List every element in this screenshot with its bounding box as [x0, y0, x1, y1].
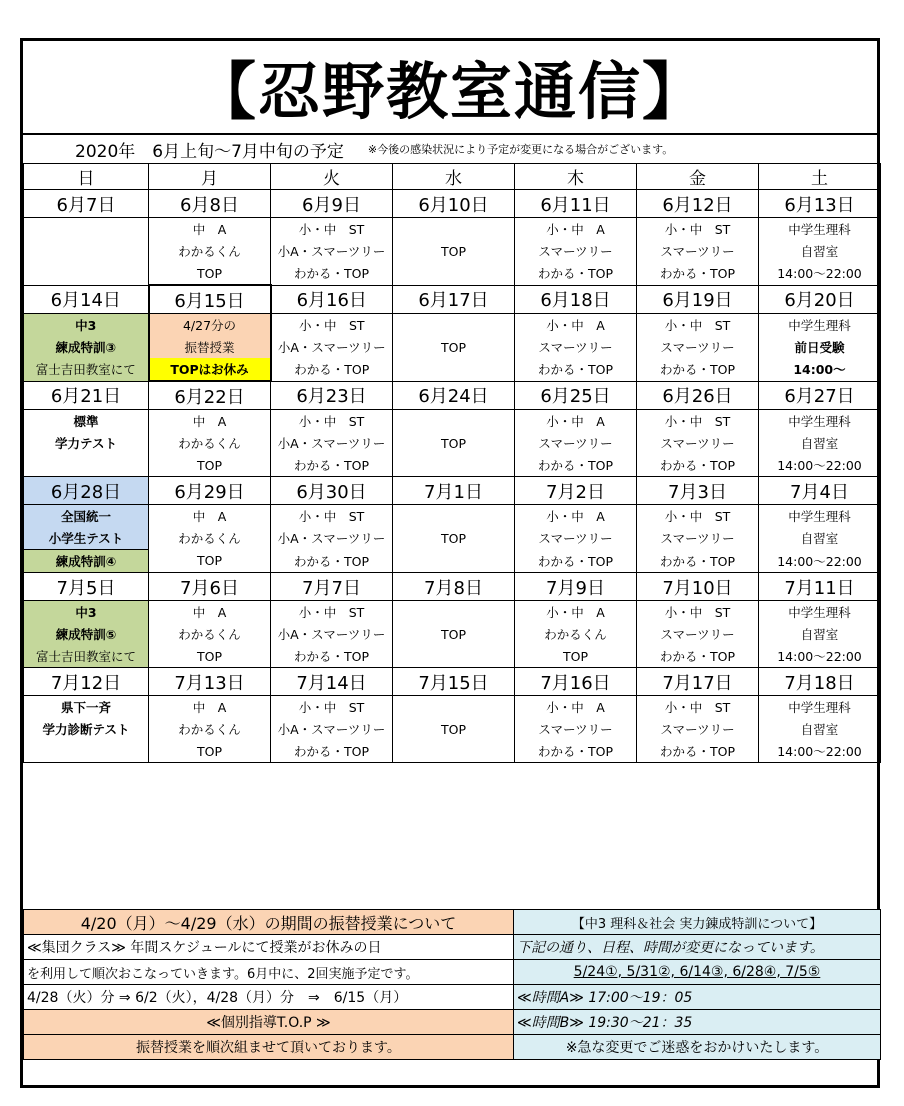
date-cell: 6月22日 — [149, 381, 271, 410]
event-cell: 14:00～22:00 — [759, 454, 881, 477]
event-cell: 小・中 A — [515, 696, 637, 719]
event-cell: 14:00～22:00 — [759, 262, 881, 285]
event-cell: 中学生理科 — [759, 218, 881, 241]
event-cell: 小A・スマーツリー — [271, 527, 393, 550]
event-cell: 中学生理科 — [759, 601, 881, 624]
weekday-sat: 土 — [759, 164, 881, 190]
date-cell: 6月20日 — [759, 285, 881, 314]
event-cell: 県下一斉 — [24, 696, 149, 719]
date-cell: 7月6日 — [149, 573, 271, 601]
event-cell: わかる・TOP — [271, 645, 393, 668]
event-cell: わかる・TOP — [637, 740, 759, 763]
date-cell: 6月19日 — [637, 285, 759, 314]
date-cell: 6月30日 — [271, 477, 393, 505]
event-cell: TOP — [149, 454, 271, 477]
event-cell: スマーツリー — [637, 718, 759, 740]
makeup-class-heading: 4/20（月）～4/29（水）の期間の振替授業について — [24, 910, 514, 935]
date-cell: 6月13日 — [759, 190, 881, 218]
event-cell: スマーツリー — [515, 527, 637, 550]
event-cell: 小・中 A — [515, 601, 637, 624]
date-row — [24, 285, 881, 314]
event-cell: 小A・スマーツリー — [271, 240, 393, 262]
event-cell: TOP — [393, 218, 515, 286]
event-cell: 自習室 — [759, 527, 881, 550]
event-cell: TOPはお休み — [149, 358, 271, 381]
training-apology: ※急な変更でご迷惑をおかけいたします。 — [514, 1035, 881, 1060]
event-cell: 小・中 ST — [271, 601, 393, 624]
event-cell: 中 A — [149, 410, 271, 433]
weekday-thu: 木 — [515, 164, 637, 190]
event-cell: 小A・スマーツリー — [271, 718, 393, 740]
event-cell — [24, 262, 149, 285]
event-cell: スマーツリー — [637, 336, 759, 358]
event-cell: スマーツリー — [515, 718, 637, 740]
date-cell: 7月18日 — [759, 668, 881, 696]
event-cell: わかる・TOP — [515, 550, 637, 573]
date-row — [24, 668, 881, 696]
date-cell: 6月27日 — [759, 381, 881, 410]
event-cell — [24, 454, 149, 477]
event-cell: 中学生理科 — [759, 696, 881, 719]
event-cell: 小・中 ST — [271, 218, 393, 241]
date-cell: 6月29日 — [149, 477, 271, 505]
date-cell: 7月9日 — [515, 573, 637, 601]
event-cell: 小A・スマーツリー — [271, 432, 393, 454]
date-cell: 6月15日 — [149, 285, 271, 314]
event-cell: 14:00～22:00 — [759, 740, 881, 763]
event-cell: TOP — [515, 645, 637, 668]
event-cell: 小・中 ST — [637, 314, 759, 337]
date-cell: 7月13日 — [149, 668, 271, 696]
date-cell: 7月8日 — [393, 573, 515, 601]
date-cell: 7月11日 — [759, 573, 881, 601]
event-cell: 小・中 ST — [637, 410, 759, 433]
footer-notes — [23, 909, 881, 1060]
date-cell: 6月26日 — [637, 381, 759, 410]
event-cell: スマーツリー — [637, 432, 759, 454]
makeup-line: ≪個別指導T.O.P ≫ — [24, 1010, 514, 1035]
event-cell: わかる・TOP — [637, 550, 759, 573]
event-cell: わかるくん — [149, 432, 271, 454]
event-row — [24, 696, 881, 719]
event-cell: 学力テスト — [24, 432, 149, 454]
date-cell: 7月10日 — [637, 573, 759, 601]
event-cell: わかるくん — [515, 623, 637, 645]
event-cell: 中学生理科 — [759, 314, 881, 337]
weekday-mon: 月 — [149, 164, 271, 190]
event-cell: 小・中 ST — [271, 314, 393, 337]
event-cell: 小・中 A — [515, 314, 637, 337]
weekday-wed: 水 — [393, 164, 515, 190]
event-cell: 14:00～ — [759, 358, 881, 381]
event-cell: わかる・TOP — [637, 645, 759, 668]
event-row — [24, 505, 881, 528]
date-cell: 6月23日 — [271, 381, 393, 410]
event-cell: スマーツリー — [637, 623, 759, 645]
event-cell: スマーツリー — [515, 432, 637, 454]
weekday-sun: 日 — [24, 164, 149, 190]
training-time-b: ≪時間B≫ 19:30～21：35 — [514, 1010, 881, 1035]
date-cell: 7月15日 — [393, 668, 515, 696]
event-cell: わかる・TOP — [515, 454, 637, 477]
date-cell: 6月9日 — [271, 190, 393, 218]
makeup-line: 振替授業を順次組ませて頂いております。 — [24, 1035, 514, 1060]
event-cell: 小・中 ST — [637, 505, 759, 528]
event-cell: 練成特訓③ — [24, 336, 149, 358]
makeup-line: ≪集団クラス≫ 年間スケジュールにて授業がお休みの日 — [24, 935, 514, 960]
date-cell: 7月14日 — [271, 668, 393, 696]
event-cell: わかる・TOP — [271, 550, 393, 573]
event-cell: 小・中 ST — [637, 601, 759, 624]
event-cell: TOP — [393, 601, 515, 668]
event-cell: 小・中 ST — [637, 696, 759, 719]
event-cell: スマーツリー — [515, 240, 637, 262]
makeup-line: 4/28（火）分 ⇒ 6/2（火），4/28（月）分 ⇒ 6/15（月） — [24, 985, 514, 1010]
event-cell: わかる・TOP — [637, 358, 759, 381]
event-cell: 中 A — [149, 505, 271, 528]
date-cell: 7月1日 — [393, 477, 515, 505]
schedule-period: 2020年 6月上旬～7月中旬の予定 — [75, 141, 344, 162]
training-time-a: ≪時間A≫ 17:00～19：05 — [514, 985, 881, 1010]
training-heading: 【中3 理科＆社会 実力錬成特訓について】 — [514, 910, 881, 935]
weekday-tue: 火 — [271, 164, 393, 190]
event-cell: TOP — [393, 410, 515, 477]
event-cell: 自習室 — [759, 240, 881, 262]
event-cell: 小学生テスト — [24, 527, 149, 550]
date-row — [24, 477, 881, 505]
event-cell: スマーツリー — [637, 240, 759, 262]
date-cell: 6月16日 — [271, 285, 393, 314]
event-cell: 振替授業 — [149, 336, 271, 358]
event-cell: 標準 — [24, 410, 149, 433]
training-line: 下記の通り、日程、時間が変更になっています。 — [514, 935, 881, 960]
date-cell: 7月12日 — [24, 668, 149, 696]
date-cell: 6月24日 — [393, 381, 515, 410]
event-cell: わかる・TOP — [271, 740, 393, 763]
event-row — [24, 314, 881, 337]
date-cell: 6月14日 — [24, 285, 149, 314]
event-cell: 自習室 — [759, 718, 881, 740]
date-row — [24, 381, 881, 410]
event-cell: TOP — [149, 645, 271, 668]
change-note: ※今後の感染状況により予定が変更になる場合がございます。 — [367, 143, 674, 156]
event-cell: わかるくん — [149, 718, 271, 740]
event-cell: 練成特訓⑤ — [24, 623, 149, 645]
date-row — [24, 190, 881, 218]
event-cell: 中3 — [24, 314, 149, 337]
date-cell: 7月5日 — [24, 573, 149, 601]
event-cell: TOP — [393, 505, 515, 573]
event-cell: わかる・TOP — [637, 454, 759, 477]
date-cell: 6月12日 — [637, 190, 759, 218]
date-cell: 6月11日 — [515, 190, 637, 218]
event-cell: 前日受験 — [759, 336, 881, 358]
page-title: 【忍野教室通信】 — [193, 54, 706, 128]
event-cell: わかる・TOP — [271, 454, 393, 477]
newsletter-frame — [20, 38, 880, 1088]
event-cell: 小・中 A — [515, 218, 637, 241]
event-cell: 小・中 ST — [271, 696, 393, 719]
date-cell: 6月7日 — [24, 190, 149, 218]
date-cell: 6月21日 — [24, 381, 149, 410]
event-cell: TOP — [393, 314, 515, 382]
event-cell: 小・中 A — [515, 505, 637, 528]
date-cell: 7月7日 — [271, 573, 393, 601]
event-row — [24, 218, 881, 241]
event-cell: TOP — [393, 696, 515, 763]
event-cell: わかるくん — [149, 527, 271, 550]
calendar-table — [23, 163, 881, 763]
date-cell: 7月4日 — [759, 477, 881, 505]
event-cell: TOP — [149, 550, 271, 573]
event-cell: 練成特訓④ — [24, 550, 149, 573]
date-cell: 7月16日 — [515, 668, 637, 696]
event-row — [24, 601, 881, 624]
event-cell: 中 A — [149, 601, 271, 624]
event-cell: TOP — [149, 262, 271, 285]
event-cell: 中3 — [24, 601, 149, 624]
event-cell: 小A・スマーツリー — [271, 623, 393, 645]
event-cell: 小A・スマーツリー — [271, 336, 393, 358]
event-cell: わかる・TOP — [515, 358, 637, 381]
makeup-line: を利用して順次おこなっていきます。6月中に、2回実施予定です。 — [24, 960, 514, 985]
date-row — [24, 573, 881, 601]
event-cell: 中学生理科 — [759, 410, 881, 433]
date-cell: 6月25日 — [515, 381, 637, 410]
event-cell: わかるくん — [149, 623, 271, 645]
training-dates: 5/24①, 5/31②, 6/14③, 6/28④, 7/5⑤ — [514, 960, 881, 985]
event-cell: 中 A — [149, 696, 271, 719]
event-cell: わかる・TOP — [515, 262, 637, 285]
subtitle-bar — [23, 133, 877, 163]
event-cell: 富士吉田教室にて — [24, 358, 149, 381]
event-cell: 学力診断テスト — [24, 718, 149, 740]
weekday-header-row — [24, 164, 881, 190]
event-cell: 中 A — [149, 218, 271, 241]
event-cell — [24, 218, 149, 241]
event-cell: わかるくん — [149, 240, 271, 262]
event-cell: TOP — [149, 740, 271, 763]
date-cell: 6月28日 — [24, 477, 149, 505]
event-cell: 小・中 ST — [271, 505, 393, 528]
event-cell: 4/27分の — [149, 314, 271, 337]
event-cell: 小・中 ST — [637, 218, 759, 241]
event-row — [24, 410, 881, 433]
event-cell: 自習室 — [759, 623, 881, 645]
event-cell: わかる・TOP — [515, 740, 637, 763]
date-cell: 7月2日 — [515, 477, 637, 505]
date-cell: 7月3日 — [637, 477, 759, 505]
date-cell: 6月8日 — [149, 190, 271, 218]
event-cell — [24, 240, 149, 262]
event-cell: わかる・TOP — [271, 262, 393, 285]
event-cell: 14:00～22:00 — [759, 645, 881, 668]
event-cell: 中学生理科 — [759, 505, 881, 528]
event-cell: 富士吉田教室にて — [24, 645, 149, 668]
date-cell: 6月17日 — [393, 285, 515, 314]
weekday-fri: 金 — [637, 164, 759, 190]
event-cell: 全国統一 — [24, 505, 149, 528]
event-cell: スマーツリー — [515, 336, 637, 358]
event-cell — [24, 740, 149, 763]
event-cell: 14:00～22:00 — [759, 550, 881, 573]
date-cell: 7月17日 — [637, 668, 759, 696]
date-cell: 6月18日 — [515, 285, 637, 314]
event-cell: 小・中 A — [515, 410, 637, 433]
event-cell: 小・中 ST — [271, 410, 393, 433]
event-cell: 自習室 — [759, 432, 881, 454]
event-cell: スマーツリー — [637, 527, 759, 550]
date-cell: 6月10日 — [393, 190, 515, 218]
event-cell: わかる・TOP — [637, 262, 759, 285]
event-cell: わかる・TOP — [271, 358, 393, 381]
